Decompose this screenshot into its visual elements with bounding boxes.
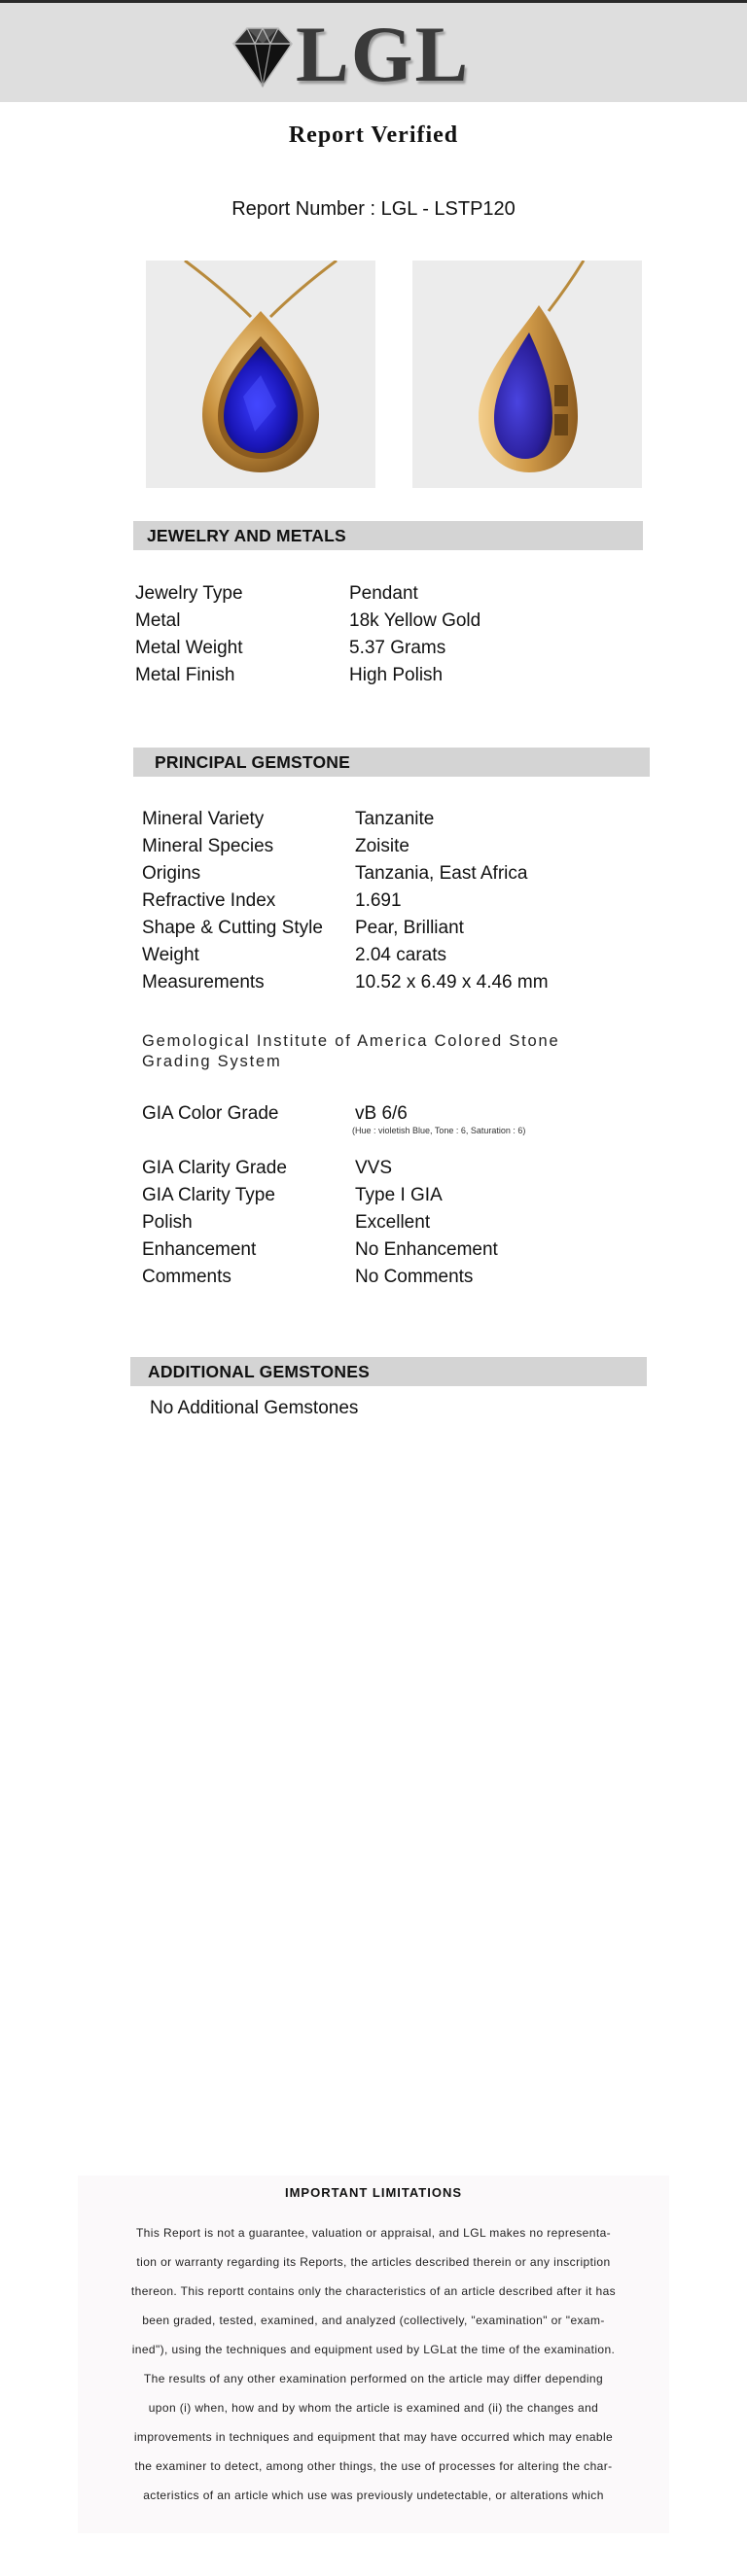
jewelry-section-heading <box>133 521 643 550</box>
page-title: Report Verified <box>288 122 459 148</box>
pendant-side-photo <box>412 261 642 488</box>
weight-label: Weight <box>142 945 199 965</box>
limitations-line: tion or warranty regarding its Reports, the articles described therein or any inscription <box>136 2255 611 2269</box>
refractive-index-value: 1.691 <box>355 890 402 911</box>
limitations-line: improvements in techniques and equipment that may have occurred which may enable <box>133 2430 614 2444</box>
shape-cut-label: Shape & Cutting Style <box>142 918 323 938</box>
limitations-line: been graded, tested, examined, and analyzed (collectively, "examination" or "exam- <box>142 2314 605 2327</box>
enhancement-label: Enhancement <box>142 1239 257 1260</box>
limitations-line: thereon. This reportt contains only the characteristics of an article described after it has <box>130 2284 617 2298</box>
metal-weight-value: 5.37 Grams <box>349 638 446 658</box>
principal-heading-text: PRINCIPAL GEMSTONE <box>155 752 350 772</box>
measurements-value: 10.52 x 6.49 x 4.46 mm <box>355 972 549 992</box>
gia-clarity-grade-label: GIA Clarity Grade <box>142 1158 287 1178</box>
shape-cut-value: Pear, Brilliant <box>355 918 464 938</box>
metal-finish-label: Metal Finish <box>135 665 235 685</box>
gia-grading-heading: Gemological Institute of America Colored Stone Grading System <box>142 1032 560 1070</box>
jewelry-type-value: Pendant <box>349 583 418 604</box>
origins-label: Origins <box>142 863 201 884</box>
comments-label: Comments <box>142 1267 231 1287</box>
pendant-front-photo <box>146 261 375 488</box>
color-grade-note: (Hue : violetish Blue, Tone : 6, Saturation : 6) <box>352 1126 526 1135</box>
jewelry-heading-text: JEWELRY AND METALS <box>147 526 346 545</box>
gia-color-grade-label: GIA Color Grade <box>142 1103 279 1124</box>
important-limitations <box>78 2176 669 2533</box>
additional-section-heading <box>130 1357 647 1386</box>
weight-value: 2.04 carats <box>355 945 446 965</box>
logo-text: LGL <box>296 10 471 98</box>
metal-weight-label: Metal Weight <box>135 638 243 658</box>
metal-label: Metal <box>135 610 181 631</box>
metal-finish-value: High Polish <box>349 665 444 685</box>
mineral-species-value: Zoisite <box>355 836 409 856</box>
additional-heading-text: ADDITIONAL GEMSTONES <box>148 1362 370 1381</box>
refractive-index-label: Refractive Index <box>142 890 276 911</box>
gia-color-grade-value: vB 6/6 <box>355 1103 408 1124</box>
limitations-line: acteristics of an article which use was previously undetectable, or alterations which <box>143 2489 604 2502</box>
comments-value: No Comments <box>355 1267 474 1287</box>
polish-value: Excellent <box>355 1212 431 1233</box>
no-additional-gemstones: No Additional Gemstones <box>150 1398 359 1418</box>
limitations-line: the examiner to detect, among other things, the use of processes for altering the char- <box>134 2459 613 2473</box>
mineral-species-label: Mineral Species <box>142 836 274 856</box>
limitations-title: IMPORTANT LIMITATIONS <box>284 2185 463 2200</box>
gia-clarity-grade-value: VVS <box>355 1158 393 1178</box>
limitations-line: The results of any other examination performed on the article may differ depending <box>143 2372 604 2385</box>
enhancement-value: No Enhancement <box>355 1239 498 1260</box>
limitations-line: This Report is not a guarantee, valuation or appraisal, and LGL makes no representa- <box>135 2226 612 2240</box>
limitations-line: ined"), using the techniques and equipment used by LGLat the time of the examination. <box>131 2343 616 2356</box>
gia-clarity-type-label: GIA Clarity Type <box>142 1185 275 1205</box>
mineral-variety-value: Tanzanite <box>355 809 435 829</box>
origins-value: Tanzania, East Africa <box>355 863 528 884</box>
header-banner <box>0 3 747 102</box>
diamond-icon <box>228 22 298 92</box>
measurements-label: Measurements <box>142 972 265 992</box>
report-number: Report Number : LGL - LSTP120 <box>231 198 516 220</box>
gia-clarity-type-value: Type I GIA <box>355 1185 443 1205</box>
principal-section-heading <box>133 748 650 777</box>
lgl-logo <box>228 10 480 98</box>
jewelry-type-label: Jewelry Type <box>135 583 243 604</box>
polish-label: Polish <box>142 1212 193 1233</box>
mineral-variety-label: Mineral Variety <box>142 809 265 829</box>
metal-value: 18k Yellow Gold <box>349 610 481 631</box>
limitations-line: upon (i) when, how and by whom the article is examined and (ii) the changes and <box>148 2401 599 2415</box>
